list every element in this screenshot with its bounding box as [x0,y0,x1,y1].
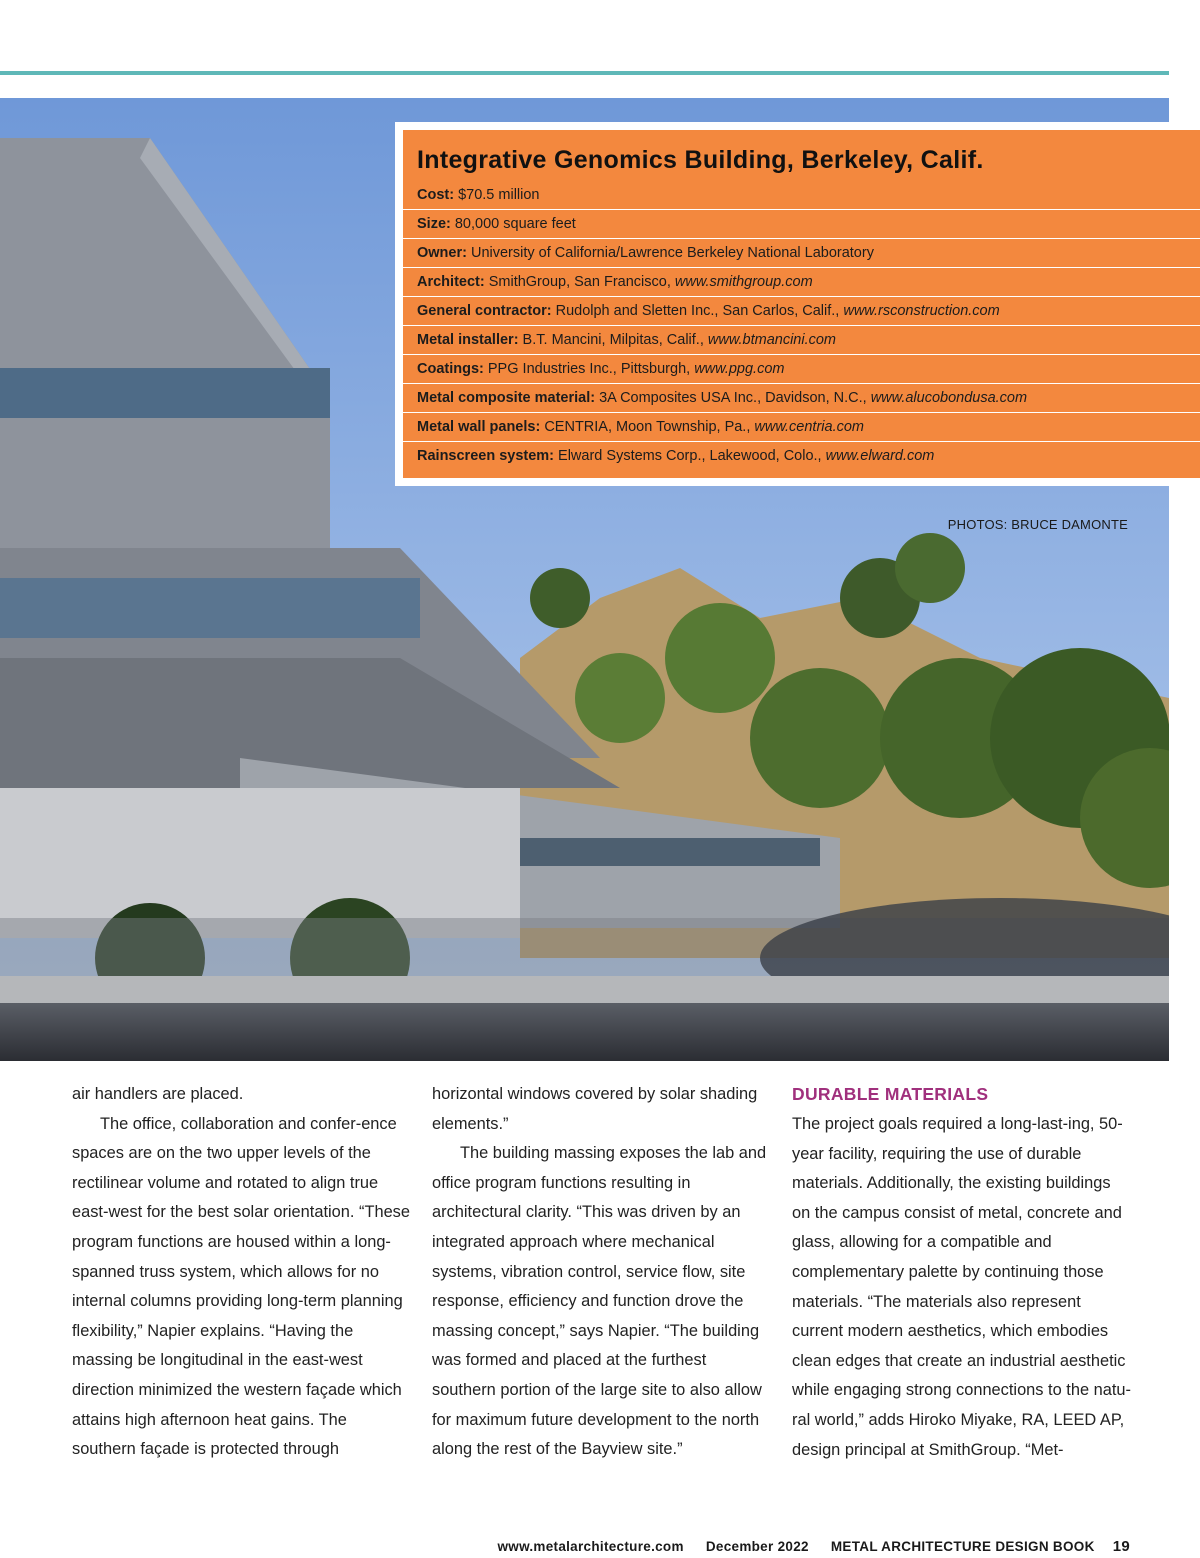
fact-url[interactable]: www.elward.com [825,448,935,464]
footer-date: December 2022 [705,1539,809,1554]
fact-value: $70.5 million [454,187,540,203]
page-footer [479,1538,1130,1555]
fact-row [403,325,1200,354]
fact-label: Size: [417,216,451,232]
fact-row [403,383,1200,412]
fact-label: Metal installer: [417,332,519,348]
section-heading: DURABLE MATERIALS [792,1084,989,1104]
fact-label: Metal composite material: [417,390,596,406]
fact-url[interactable]: www.ppg.com [694,361,785,377]
fact-url[interactable]: www.btmancini.com [707,332,837,348]
fact-url[interactable]: www.centria.com [754,419,864,435]
project-fact-box [395,122,1200,486]
paragraph: horizontal windows covered by solar shading elements.” [432,1085,758,1133]
fact-row [403,441,1200,470]
top-rule [0,71,1169,75]
fact-row [403,181,1200,209]
fact-row [403,238,1200,267]
article-column-1 [72,1080,412,1465]
paragraph: The office, collaboration and confer-ence spaces are on the two upper levels of the rectilinear volume and rotated to align true east-west for the best solar orientation. “These program functions are housed within a long-spanned truss system, which allows for no internal columns providing long-term planning flexibility,” Napier explains. “Having the massing be longitudinal in the east-west direction minimized the western façade which attains high afternoon heat gains. The southern façade is protected through [72,1114,410,1459]
fact-row [403,209,1200,238]
fact-box-title: Integrative Genomics Building, Berkeley, Calif. [417,146,984,174]
paragraph: The project goals required a long-last-ing, 50-year facility, requiring the use of durable materials. Additionally, the existing buildings on the campus consist of metal, concrete and glass, allowing for a compatible and complementary palette by continuing those materials. “The materials also represent current modern aesthetics, which embodies clean edges that create an industrial aesthetic while engaging strong connections to the natu-ral world,” adds Hiroko Miyake, RA, LEED AP, design principal at SmithGroup. “Met- [792,1115,1131,1459]
fact-label: Architect: [417,274,485,290]
fact-label: Owner: [417,245,467,261]
paragraph: The building massing exposes the lab and office program functions resulting in architectural clarity. “This was driven by an integrated approach where mechanical systems, vibration control, service flow, site response, efficiency and function drove the massing concept,” says Napier. “The building was formed and placed at the furthest southern portion of the large site to also allow for maximum future development to the north along the rest of the Bayview site.” [432,1144,767,1459]
fact-url[interactable]: www.alucobondusa.com [870,390,1028,406]
page-number: 19 [1112,1538,1130,1555]
fact-value: Elward Systems Corp., Lakewood, Colo., [554,448,826,464]
fact-row [403,412,1200,441]
fact-label: Rainscreen system: [417,448,555,464]
fact-value: 3A Composites USA Inc., Davidson, N.C., [595,390,871,406]
photo-credit: PHOTOS: BRUCE DAMONTE [947,517,1128,532]
fact-value: CENTRIA, Moon Township, Pa., [540,419,755,435]
fact-label: Cost: [417,187,455,203]
fact-row [403,267,1200,296]
fact-value: University of California/Lawrence Berkeley National Laboratory [466,245,874,261]
fact-value: B.T. Mancini, Milpitas, Calif., [518,332,708,348]
fact-row [403,354,1200,383]
fact-value: PPG Industries Inc., Pittsburgh, [483,361,695,377]
fact-value: Rudolph and Sletten Inc., San Carlos, Calif., [551,303,844,319]
footer-website: www.metalarchitecture.com [497,1539,684,1554]
article-column-2 [432,1080,772,1465]
fact-url[interactable]: www.rsconstruction.com [843,303,1000,319]
paragraph: air handlers are placed. [72,1085,244,1103]
fact-label: General contractor: [417,303,552,319]
fact-value: SmithGroup, San Francisco, [484,274,675,290]
footer-publication: METAL ARCHITECTURE DESIGN BOOK [830,1539,1095,1554]
fact-row [403,296,1200,325]
fact-value: 80,000 square feet [450,216,576,232]
fact-label: Metal wall panels: [417,419,541,435]
fact-url[interactable]: www.smithgroup.com [674,274,813,290]
fact-label: Coatings: [417,361,484,377]
article-column-3 [792,1080,1132,1465]
